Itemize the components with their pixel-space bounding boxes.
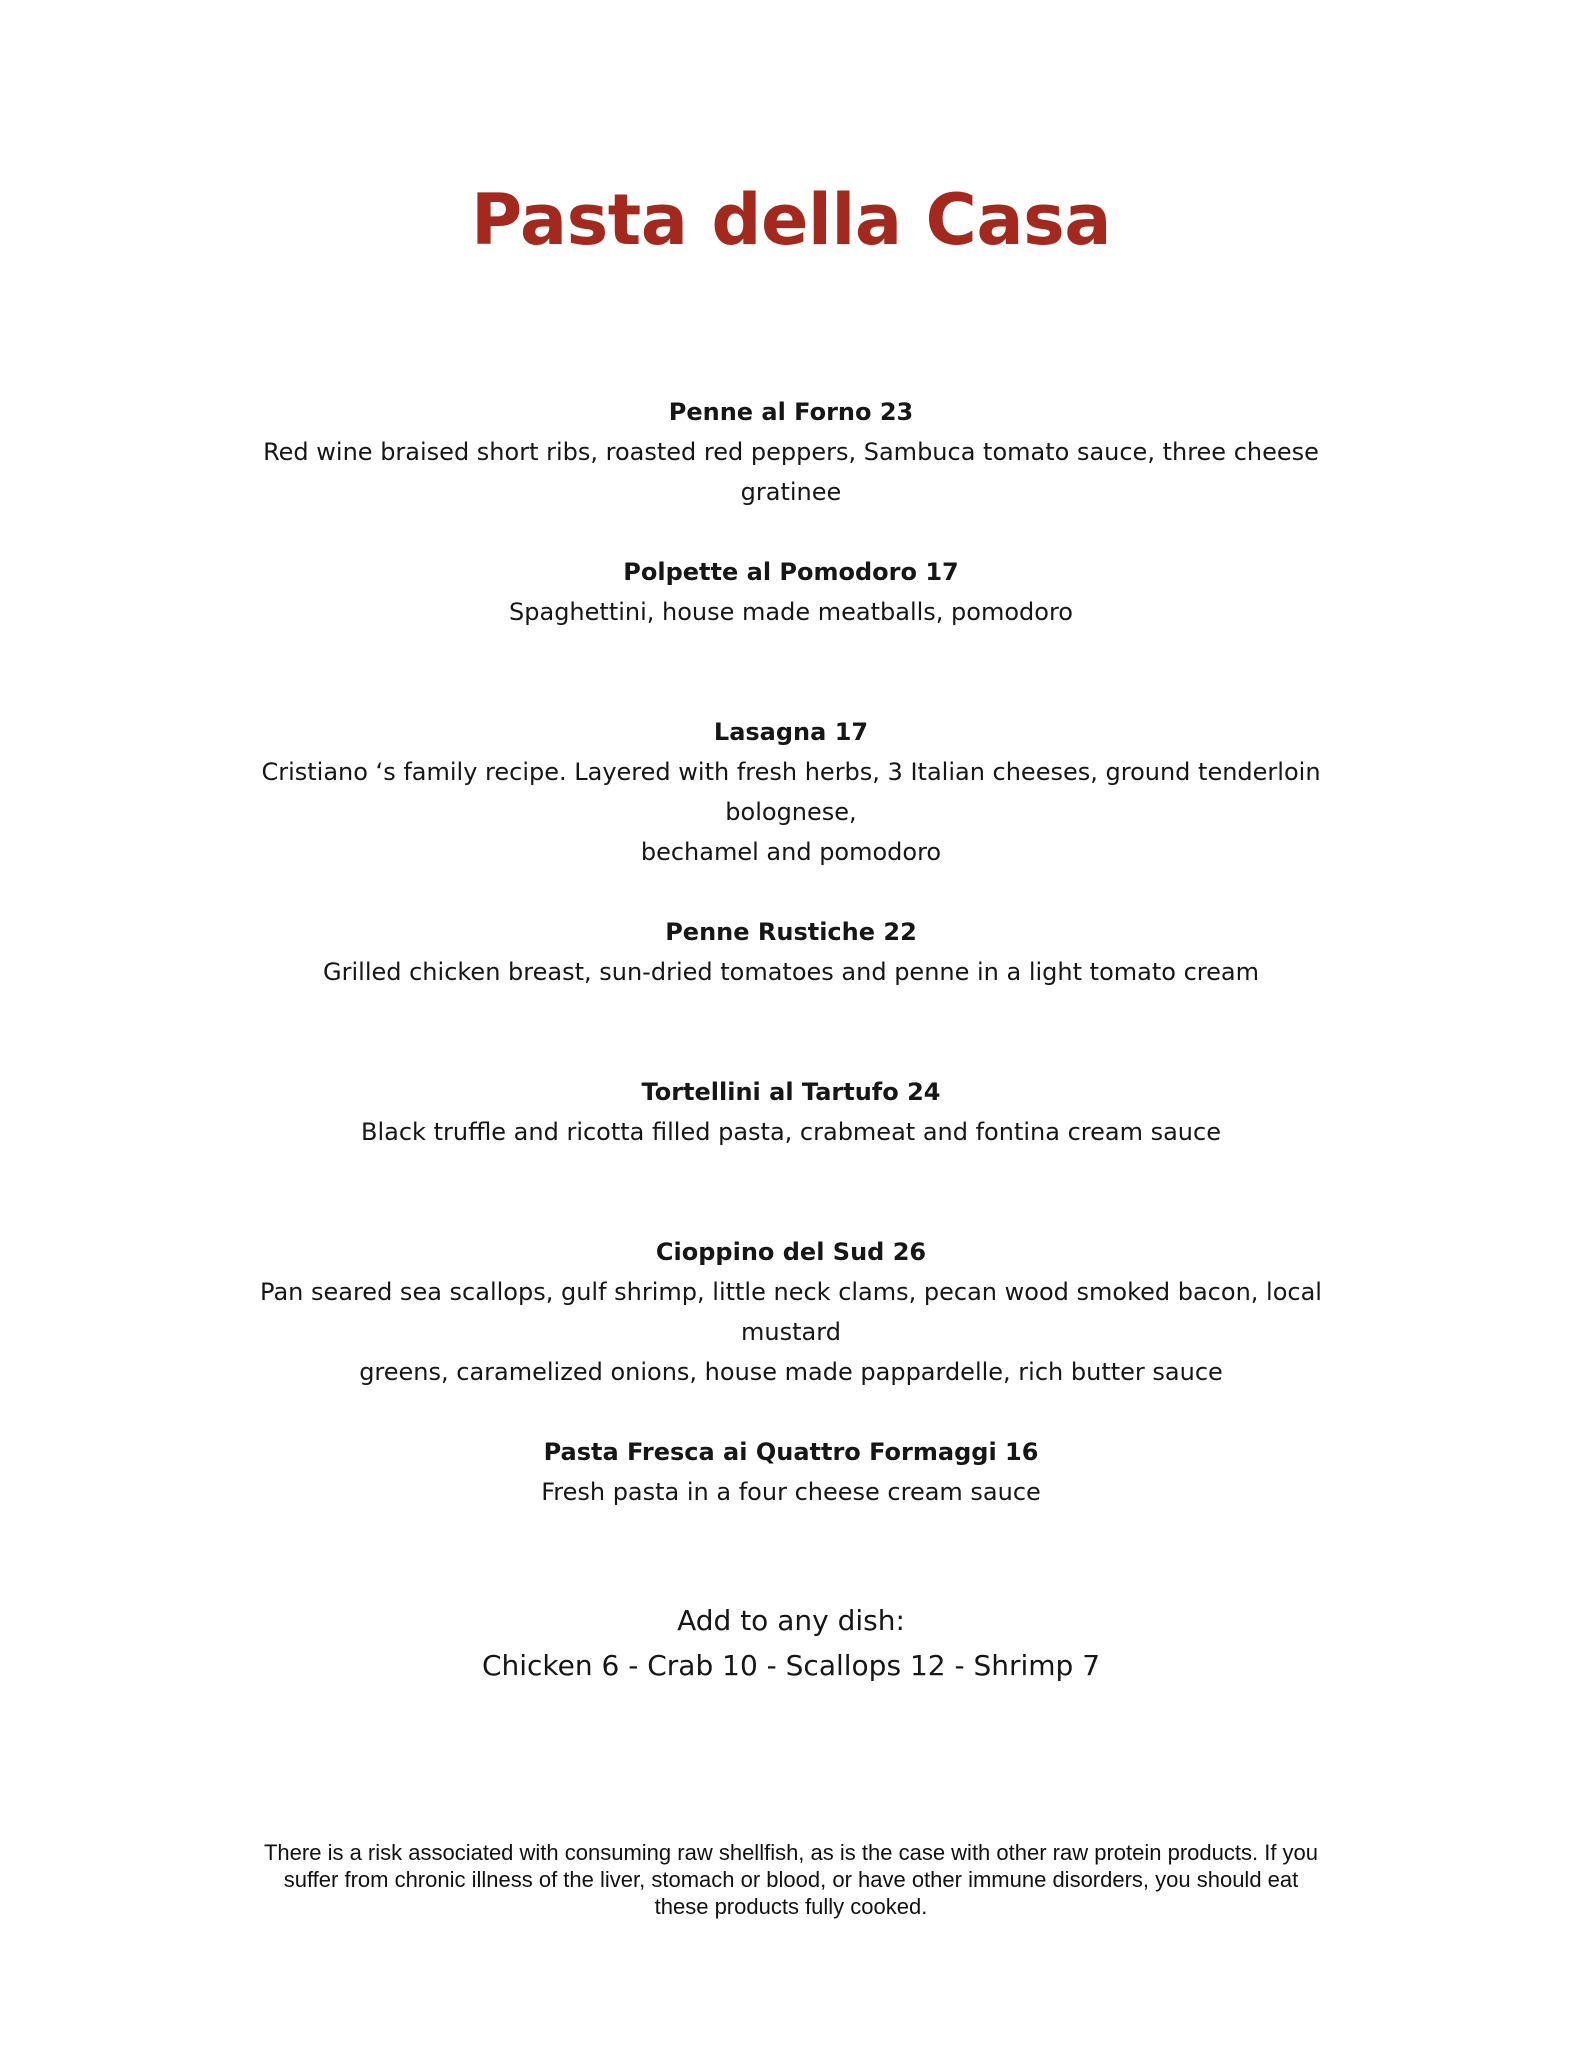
menu-item-description: Grilled chicken breast, sun-dried tomatoes and penne in a light tomato cream: [323, 958, 1259, 986]
menu-item-description: Pan seared sea scallops, gulf shrimp, little neck clams, pecan wood smoked bacon, local mustard: [260, 1278, 1322, 1346]
raw-shellfish-disclaimer: [225, 1839, 1357, 1920]
addon-heading: Add to any dish:: [677, 1604, 905, 1637]
menu-item-description: Cristiano ‘s family recipe. Layered with fresh herbs, 3 Italian cheeses, ground tenderloin bolognese,: [261, 758, 1321, 826]
menu-item-name: Polpette al Pomodoro 17: [623, 558, 959, 586]
menu-item-description: bechamel and pomodoro: [640, 838, 942, 866]
menu-item-description: Red wine braised short ribs, roasted red peppers, Sambuca tomato sauce, three cheese gratinee: [263, 438, 1319, 506]
menu-title: Pasta della Casa: [470, 179, 1112, 261]
menu-item-description: Black truffle and ricotta filled pasta, crabmeat and fontina cream sauce: [361, 1118, 1221, 1146]
disclaimer-line: suffer from chronic illness of the liver, stomach or blood, or have other immune disorders, you should eat: [283, 1867, 1299, 1892]
menu-item-quattro-formaggi: [230, 1432, 1352, 1512]
disclaimer-line: these products fully cooked.: [654, 1894, 928, 1919]
menu-item-name: Pasta Fresca ai Quattro Formaggi 16: [543, 1438, 1039, 1466]
menu-item-lasagna: [230, 712, 1352, 872]
menu-item-name: Cioppino del Sud 26: [655, 1238, 927, 1266]
menu-item-cioppino: [230, 1232, 1352, 1392]
menu-item-polpette: [230, 552, 1352, 632]
menu-item-description: greens, caramelized onions, house made pappardelle, rich butter sauce: [359, 1358, 1223, 1386]
menu-item-name: Penne Rustiche 22: [665, 918, 917, 946]
menu-item-description: Fresh pasta in a four cheese cream sauce: [541, 1478, 1041, 1506]
menu-item-penne-rustiche: [230, 912, 1352, 992]
menu-item-tortellini: [230, 1072, 1352, 1152]
addon-list: Chicken 6 - Crab 10 - Scallops 12 - Shrimp 7: [481, 1649, 1101, 1682]
disclaimer-line: There is a risk associated with consuming raw shellfish, as is the case with other raw protein products. If you: [263, 1840, 1319, 1865]
menu-item-penne-al-forno: [230, 392, 1352, 512]
menu-item-name: Penne al Forno 23: [668, 398, 914, 426]
menu-item-name: Lasagna 17: [713, 718, 869, 746]
menu-item-description: Spaghettini, house made meatballs, pomodoro: [509, 598, 1073, 626]
menu-item-name: Tortellini al Tartufo 24: [641, 1078, 941, 1106]
addon-section: [0, 1598, 1582, 1688]
